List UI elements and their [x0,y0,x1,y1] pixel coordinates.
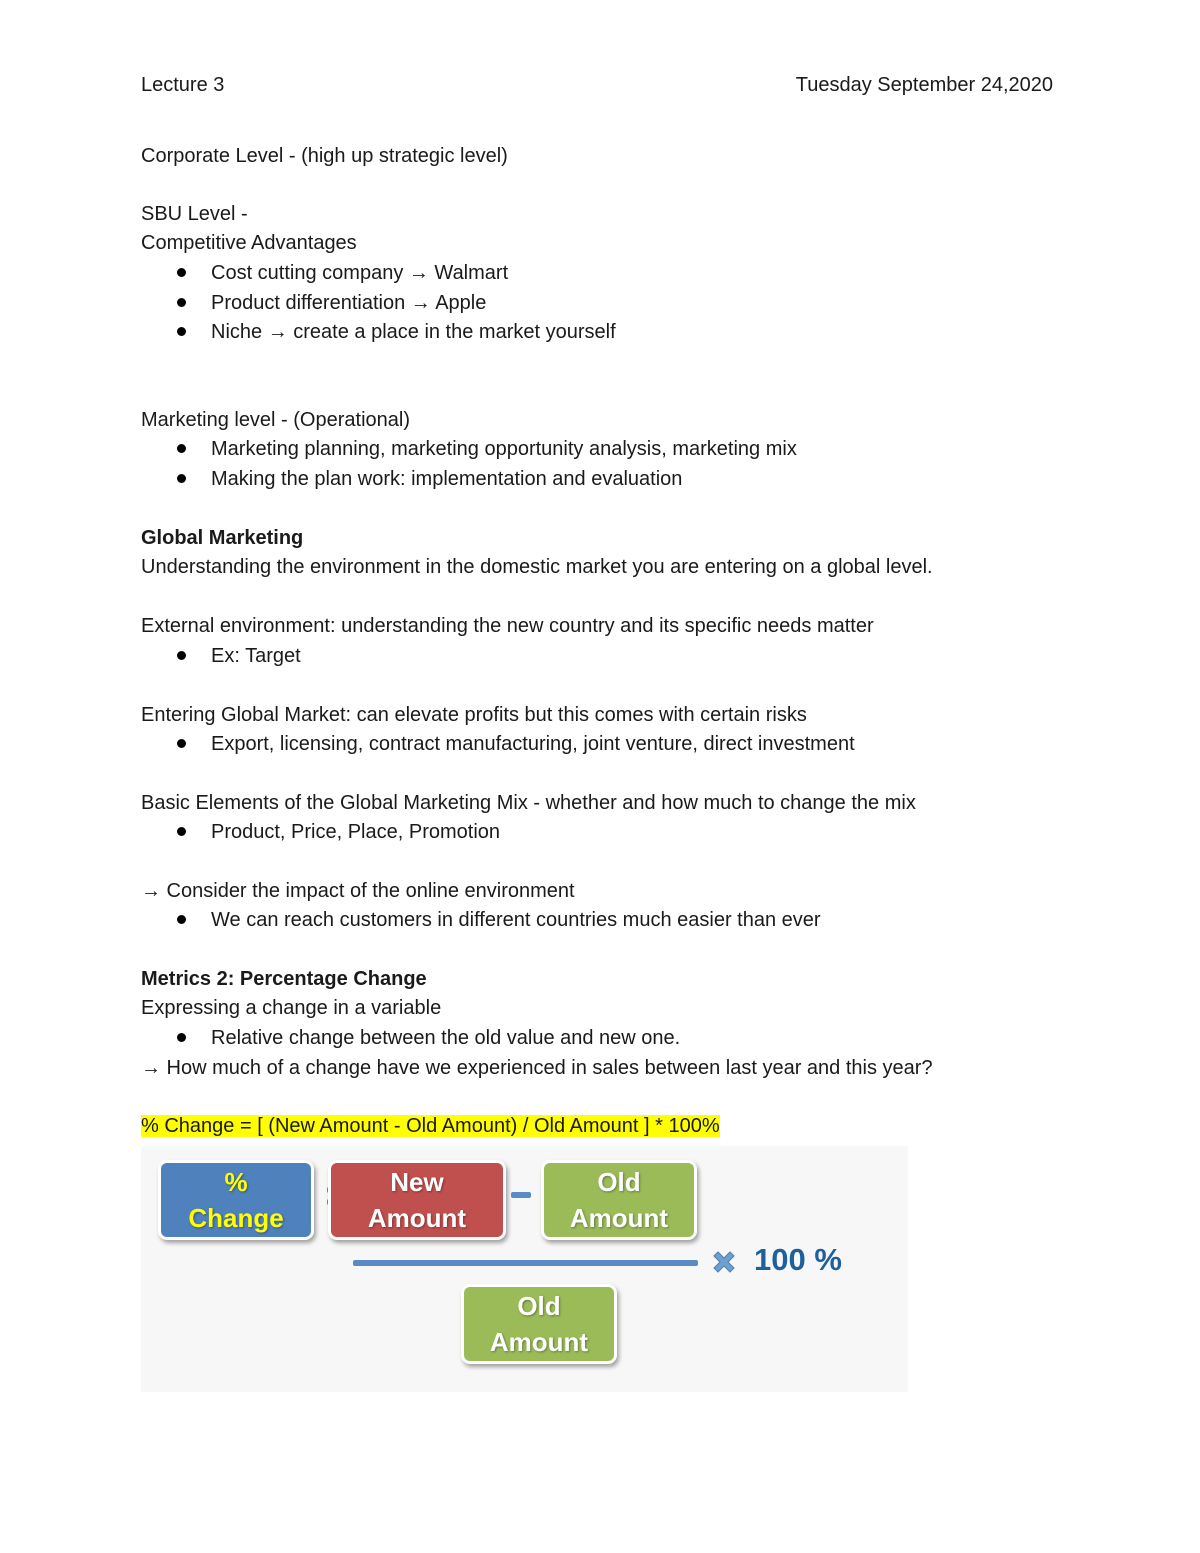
corporate-level: Corporate Level - (high up strategic level) [141,145,508,167]
minus-icon [511,1192,531,1198]
metrics-question: → How much of a change have we experienced in sales between last year and this year? [141,1057,933,1079]
list-item: Making the plan work: implementation and evaluation [211,468,683,490]
list-item: Export, licensing, contract manufacturing, joint venture, direct investment [211,733,855,755]
bullet-icon [177,1033,186,1042]
multiply-icon [709,1247,739,1277]
old-amount-box: Old Amount [541,1160,697,1240]
hundred-percent-label: 100 % [754,1242,842,1277]
marketing-level-title: Marketing level - (Operational) [141,409,410,431]
list-item: Product differentiation → Apple [211,292,487,314]
bullet-icon [177,651,186,660]
list-item: Relative change between the old value and new one. [211,1027,681,1049]
list-item: Cost cutting company → Walmart [211,262,509,284]
competitive-advantages: Competitive Advantages [141,232,357,254]
metrics-intro: Expressing a change in a variable [141,997,442,1019]
list-item: Marketing planning, marketing opportunity analysis, marketing mix [211,438,797,460]
bullet-icon [177,739,186,748]
lecture-date: Tuesday September 24,2020 [795,74,1053,96]
list-item: Niche → create a place in the market yourself [211,321,616,343]
bullet-icon [177,444,186,453]
bullet-icon [177,915,186,924]
denominator-old-amount-box: Old Amount [461,1284,617,1364]
sbu-level-title: SBU Level - [141,203,248,225]
online-environment: → Consider the impact of the online environment [141,880,575,902]
fraction-bar [353,1260,698,1266]
bullet-icon [177,327,186,336]
new-amount-box: New Amount [328,1160,506,1240]
bullet-icon [177,268,186,277]
percent-change-diagram [141,1146,908,1392]
list-item: Product, Price, Place, Promotion [211,821,501,843]
list-item: Ex: Target [211,645,301,667]
lecture-title: Lecture 3 [141,74,225,96]
global-intro: Understanding the environment in the domestic market you are entering on a global level. [141,556,933,578]
bullet-icon [177,474,186,483]
global-marketing-heading: Global Marketing [141,527,304,549]
bullet-icon [177,827,186,836]
bullet-icon [177,298,186,307]
list-item: We can reach customers in different countries much easier than ever [211,909,821,931]
external-environment: External environment: understanding the new country and its specific needs matter [141,615,874,637]
percent-change-formula: % Change = [ (New Amount - Old Amount) / Old Amount ] * 100% [141,1115,720,1137]
pct-change-box: % Change [158,1160,314,1240]
entering-global-market: Entering Global Market: can elevate profits but this comes with certain risks [141,704,807,726]
metrics-heading: Metrics 2: Percentage Change [141,968,427,990]
global-marketing-mix: Basic Elements of the Global Marketing Mix - whether and how much to change the mix [141,792,916,814]
